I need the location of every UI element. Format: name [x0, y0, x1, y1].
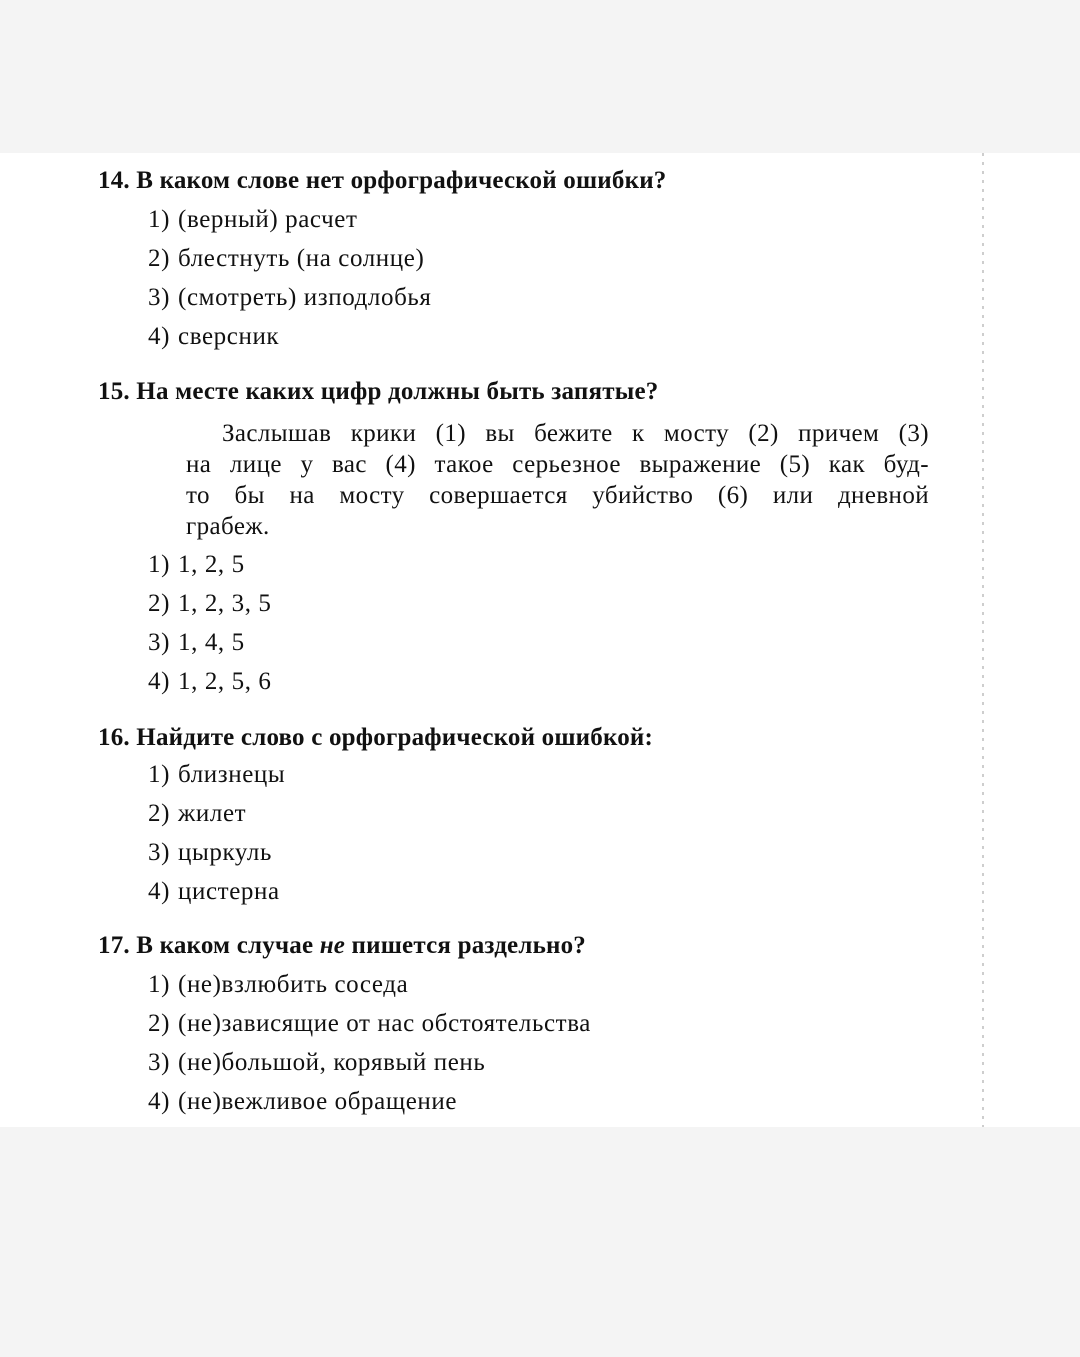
answer-option: 1) (верный) расчет	[148, 206, 358, 233]
answer-option: 4) (не)вежливое обращение	[148, 1088, 458, 1115]
passage-line: на лице у вас (4) такое серьезное выражение (5) как буд-	[186, 451, 929, 478]
scanned-page	[0, 153, 1080, 1127]
answer-option: 1) близнецы	[148, 761, 286, 788]
answer-option: 1) (не)взлюбить соседа	[148, 971, 409, 998]
answer-option: 4) цистерна	[148, 878, 280, 905]
answer-option: 4) сверсник	[148, 323, 280, 350]
answer-option: 3) (не)большой, корявый пень	[148, 1049, 486, 1076]
answer-option: 3) (смотреть) изподлобья	[148, 284, 432, 311]
answer-option: 3) 1, 4, 5	[148, 629, 245, 656]
question-title: 15. На месте каких цифр должны быть запятые?	[98, 378, 659, 405]
passage-line: грабеж.	[186, 513, 270, 540]
answer-option: 2) 1, 2, 3, 5	[148, 590, 272, 617]
answer-option: 1) 1, 2, 5	[148, 551, 245, 578]
emphasis-word: не	[319, 932, 346, 959]
question-title: 17. В каком случае не пишется раздельно?	[98, 932, 587, 959]
answer-option: 4) 1, 2, 5, 6	[148, 668, 272, 695]
scan-edge-line	[982, 153, 984, 1127]
question-title: 14. В каком слове нет орфографической ошибки?	[98, 167, 667, 194]
passage-line: то бы на мосту совершается убийство (6) или дневной	[186, 482, 929, 509]
answer-option: 2) (не)зависящие от нас обстоятельства	[148, 1010, 591, 1037]
passage-line: Заслышав крики (1) вы бежите к мосту (2) причем (3)	[222, 420, 929, 447]
question-title: 16. Найдите слово с орфографической ошибкой:	[98, 724, 654, 751]
answer-option: 2) жилет	[148, 800, 247, 827]
answer-option: 2) блестнуть (на солнце)	[148, 245, 425, 272]
passage-text	[186, 418, 929, 542]
answer-option: 3) цыркуль	[148, 839, 272, 866]
